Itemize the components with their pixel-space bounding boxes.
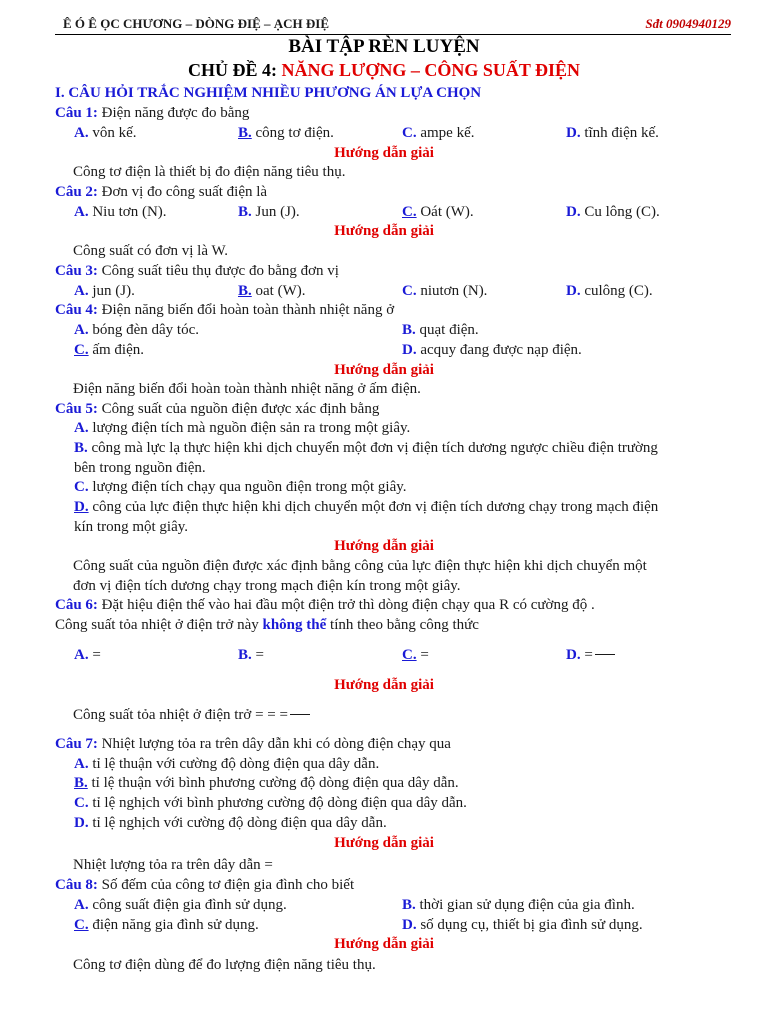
option-text: quạt điện.	[419, 322, 479, 338]
q5-answer-line2: đơn vị điện tích dương chạy trong mạch điện kín trong một giây.	[73, 578, 461, 594]
option-text: công mà lực lạ thực hiện khi dịch chuyển một đơn vị điện tích dương ngược chiều điện trường	[91, 440, 658, 456]
question-label: Câu 6:	[55, 597, 98, 613]
option-text: thời gian sử dụng điện của gia đình.	[419, 897, 635, 913]
q7-option-a	[74, 755, 379, 774]
option-text: ampe kế.	[420, 125, 475, 141]
option-letter: C.	[402, 283, 417, 299]
option-letter: B.	[74, 775, 88, 791]
q4-option-c	[74, 341, 144, 360]
option-text: tỉ lệ thuận với cường độ dòng điện qua dây dẫn.	[92, 756, 380, 772]
guide-heading: Hướng dẫn giải	[334, 936, 434, 952]
q8-answer: Công tơ điện dùng để đo lượng điện năng tiêu thụ.	[73, 957, 376, 973]
q2-option-b	[238, 203, 300, 222]
q2-option-a	[74, 203, 167, 222]
option-text: lượng điện tích chạy qua nguồn điện trong một giây.	[92, 479, 407, 495]
option-text: =	[88, 647, 101, 663]
option-letter: B.	[402, 897, 416, 913]
question-label: Câu 4:	[55, 302, 98, 318]
option-text: điện năng gia đình sử dụng.	[92, 917, 259, 933]
option-text: oat (W).	[255, 283, 306, 299]
q5-option-b-cont: bên trong nguồn điện.	[74, 460, 206, 476]
question-text: Đơn vị đo công suất điện là	[97, 184, 268, 200]
option-text: =	[580, 647, 593, 663]
question-7	[55, 735, 451, 754]
q1-answer: Công tơ điện là thiết bị đo điện năng tiêu thụ.	[73, 164, 346, 180]
q2-option-c	[402, 203, 474, 222]
question-label: Câu 1:	[55, 105, 98, 121]
q7-option-b	[74, 774, 459, 793]
option-letter: B.	[74, 440, 88, 456]
question-1	[55, 104, 249, 123]
fraction-bar	[595, 654, 615, 655]
q2-answer: Công suất có đơn vị là W.	[73, 243, 229, 259]
q6-option-b	[238, 646, 264, 665]
question-text: Nhiệt lượng tỏa ra trên dây dẫn khi có dòng điện chạy qua	[97, 736, 451, 752]
option-text: ấm điện.	[92, 342, 144, 358]
q5-option-d-cont: kín trong một giây.	[74, 519, 189, 535]
option-letter: B.	[238, 647, 252, 663]
option-text: tỉ lệ thuận với bình phương cường độ dòng điện qua dây dẫn.	[91, 775, 459, 791]
page-header	[55, 16, 731, 35]
q5-option-a	[74, 419, 410, 438]
fraction-bar	[290, 714, 310, 715]
option-letter: D.	[566, 204, 581, 220]
header-phone: Sđt 0904940129	[645, 16, 731, 31]
question-label: Câu 2:	[55, 184, 98, 200]
option-text: =	[416, 647, 429, 663]
option-text: jun (J).	[92, 283, 135, 299]
question-text: Công suất tỏa nhiệt ở điện trở này	[55, 617, 263, 633]
option-letter: D.	[402, 342, 417, 358]
option-text: Cu lông (C).	[584, 204, 660, 220]
option-letter: B.	[238, 204, 252, 220]
topic-title	[0, 60, 768, 81]
option-letter: C.	[74, 342, 89, 358]
option-letter: A.	[74, 204, 89, 220]
question-3	[55, 262, 339, 281]
section-heading: I. CÂU HỎI TRẮC NGHIỆM NHIỀU PHƯƠNG ÁN LỰA CHỌN	[55, 85, 482, 101]
option-text: công suất điện gia đình sử dụng.	[92, 897, 287, 913]
option-text: số dụng cụ, thiết bị gia đình sử dụng.	[420, 917, 643, 933]
option-text: tỉ lệ nghịch với bình phương cường độ dòng điện qua dây dẫn.	[92, 795, 467, 811]
guide-heading: Hướng dẫn giải	[334, 145, 434, 161]
q5-option-c	[74, 478, 407, 497]
option-letter: C.	[74, 479, 89, 495]
option-letter: D.	[74, 815, 89, 831]
option-letter: A.	[74, 125, 89, 141]
option-letter: D.	[74, 499, 89, 515]
guide-heading: Hướng dẫn giải	[334, 538, 434, 554]
q4-option-d	[402, 341, 582, 360]
q1-option-c	[402, 124, 474, 143]
q8-option-a	[74, 896, 287, 915]
q6-option-d	[566, 646, 615, 665]
option-letter: B.	[238, 125, 252, 141]
option-text: lượng điện tích mà nguồn điện sản ra trong một giây.	[92, 420, 411, 436]
option-text: vôn kế.	[92, 125, 137, 141]
answer-text: Công suất tỏa nhiệt ở điện trở = = =	[73, 707, 288, 723]
option-text: Jun (J).	[255, 204, 300, 220]
option-letter: A.	[74, 420, 89, 436]
option-text: culông (C).	[584, 283, 653, 299]
q6-answer	[73, 706, 310, 725]
question-4	[55, 301, 394, 320]
question-text: Công suất của nguồn điện được xác định bằng	[97, 401, 380, 417]
q1-option-a	[74, 124, 137, 143]
question-text: Công suất tiêu thụ được đo bằng đơn vị	[97, 263, 339, 279]
q7-option-c	[74, 794, 467, 813]
q1-option-b	[238, 124, 334, 143]
question-2	[55, 183, 267, 202]
option-letter: A.	[74, 322, 89, 338]
q8-option-c	[74, 916, 259, 935]
guide-heading: Hướng dẫn giải	[334, 223, 434, 239]
topic-prefix: CHỦ ĐỀ 4:	[187, 60, 282, 80]
q7-answer: Nhiệt lượng tỏa ra trên dây dẫn =	[73, 857, 273, 873]
option-text: Niu tơn (N).	[92, 204, 167, 220]
question-text: Số đếm của công tơ điện gia đình cho biết	[97, 877, 355, 893]
topic-name: NĂNG LƯỢNG – CÔNG SUẤT ĐIỆN	[281, 60, 581, 80]
question-label: Câu 5:	[55, 401, 98, 417]
question-text: tính theo bằng công thức	[326, 617, 479, 633]
q3-option-c	[402, 282, 487, 301]
q5-answer-line1: Công suất của nguồn điện được xác định bằng công của lực điện thực hiện khi dịch chuyển một	[73, 558, 647, 574]
q5-option-b	[74, 439, 658, 458]
option-text: niutơn (N).	[420, 283, 488, 299]
option-letter: D.	[566, 283, 581, 299]
page-title: BÀI TẬP RÈN LUYỆN	[288, 36, 480, 57]
option-letter: C.	[402, 647, 417, 663]
option-text: acquy đang được nạp điện.	[420, 342, 582, 358]
option-letter: D.	[402, 917, 417, 933]
guide-heading: Hướng dẫn giải	[334, 677, 434, 693]
option-letter: A.	[74, 647, 89, 663]
q8-option-d	[402, 916, 643, 935]
guide-heading: Hướng dẫn giải	[334, 835, 434, 851]
option-letter: B.	[402, 322, 416, 338]
q7-option-d	[74, 814, 387, 833]
q6-option-a	[74, 646, 101, 665]
option-text: tỉ lệ nghịch với cường độ dòng điện qua dây dẫn.	[92, 815, 387, 831]
question-text: Điện năng được đo bằng	[97, 105, 250, 121]
q8-option-b	[402, 896, 635, 915]
option-letter: C.	[402, 125, 417, 141]
q3-option-b	[238, 282, 306, 301]
q3-option-a	[74, 282, 135, 301]
option-letter: C.	[74, 795, 89, 811]
option-text: công của lực điện thực hiện khi dịch chuyển một đơn vị điện tích dương chạy trong mạch điện	[92, 499, 659, 515]
option-text: tĩnh điện kế.	[584, 125, 659, 141]
q4-answer: Điện năng biến đổi hoàn toàn thành nhiệt năng ở ấm điện.	[73, 381, 421, 397]
option-letter: A.	[74, 897, 89, 913]
question-text: Điện năng biến đổi hoàn toàn thành nhiệt năng ở	[97, 302, 395, 318]
option-letter: A.	[74, 283, 89, 299]
question-6	[55, 596, 595, 615]
question-label: Câu 8:	[55, 877, 98, 893]
q5-option-d	[74, 498, 658, 517]
option-letter: C.	[402, 204, 417, 220]
guide-heading: Hướng dẫn giải	[334, 362, 434, 378]
option-text: bóng đèn dây tóc.	[92, 322, 199, 338]
option-letter: C.	[74, 917, 89, 933]
question-label: Câu 3:	[55, 263, 98, 279]
option-text: =	[251, 647, 264, 663]
q6-option-c	[402, 646, 429, 665]
q2-option-d	[566, 203, 660, 222]
option-letter: D.	[566, 125, 581, 141]
question-6-cont	[55, 616, 479, 635]
question-5	[55, 400, 379, 419]
option-letter: D.	[566, 647, 581, 663]
question-label: Câu 7:	[55, 736, 98, 752]
option-text: Oát (W).	[420, 204, 474, 220]
question-text: Đặt hiệu điện thế vào hai đầu một điện trở thì dòng điện chạy qua R có cường độ .	[97, 597, 595, 613]
q4-option-a	[74, 321, 199, 340]
question-8	[55, 876, 354, 895]
q3-option-d	[566, 282, 653, 301]
q1-option-d	[566, 124, 659, 143]
q4-option-b	[402, 321, 479, 340]
option-letter: A.	[74, 756, 89, 772]
option-text: công tơ điện.	[255, 125, 334, 141]
option-letter: B.	[238, 283, 252, 299]
header-left-text: Ê Ó Ê ỌC CHƯƠNG – DÒNG ĐIỆ – ẠCH ĐIỆ	[63, 16, 330, 31]
emphasis-text: không thể	[262, 617, 327, 633]
